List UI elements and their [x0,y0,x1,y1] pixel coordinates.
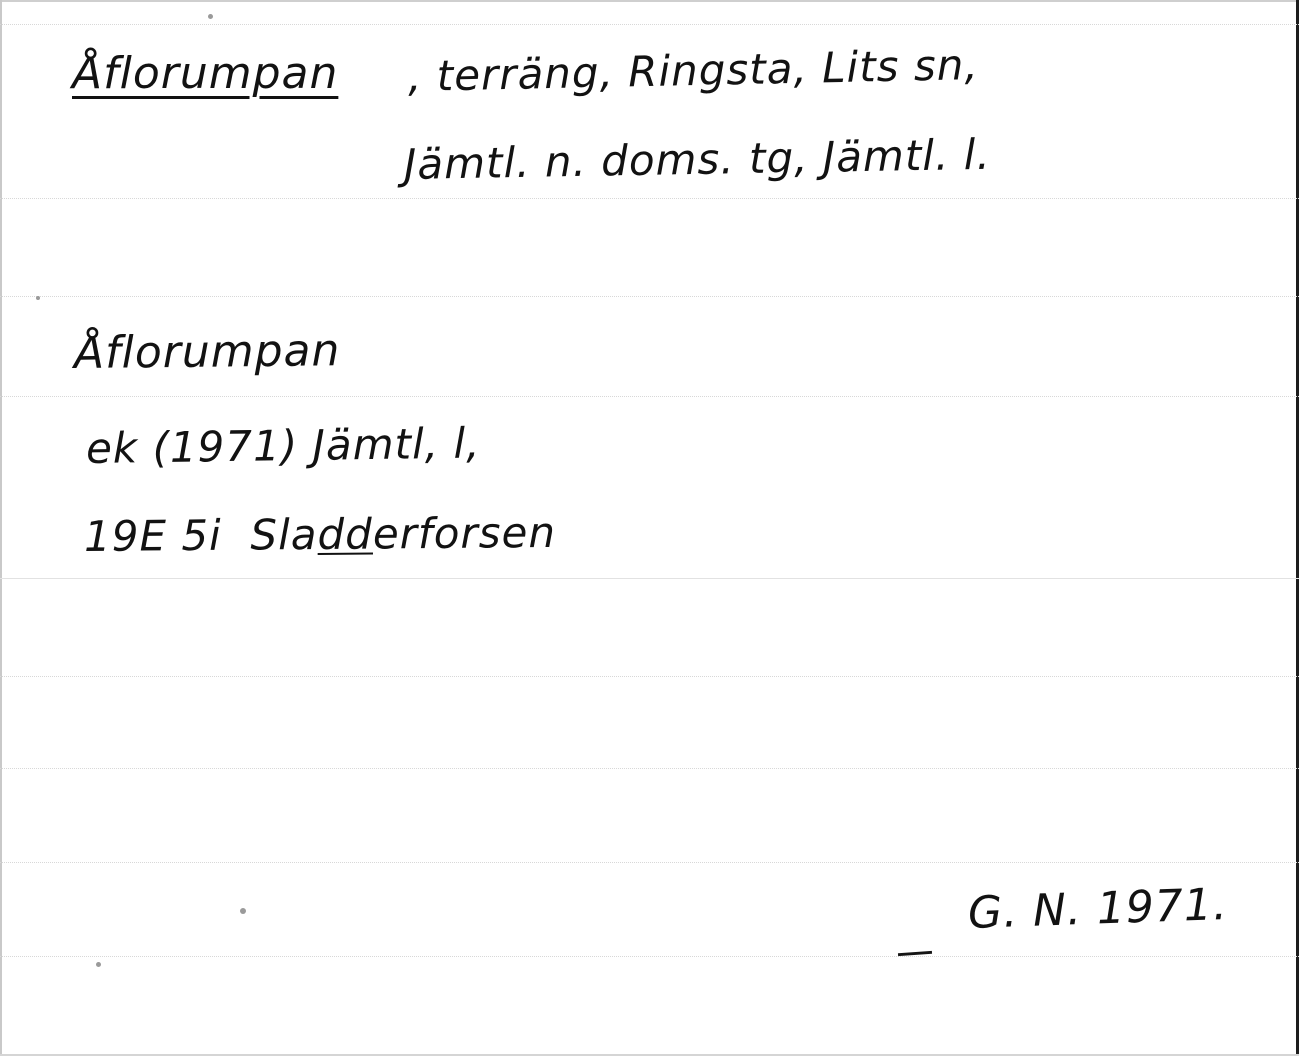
ruling-line [0,862,1299,864]
ruling-line [0,396,1299,398]
card-edge-top [0,0,1299,2]
scan-speck [240,908,246,914]
body-map-reference-line [84,508,556,561]
signature: G. N. 1971. [967,878,1229,939]
map-reference-suffix: erforsen [372,507,557,559]
heading-jurisdiction-line: Jämtl. n. doms. tg, Jämtl. l. [403,129,992,189]
body-name: Åflorumpan [73,325,341,379]
headword: Åflorumpan [72,48,339,99]
scan-speck [36,296,40,300]
ruling-line [0,24,1299,26]
heading-location-line: , terräng, Ringsta, Lits sn, [407,40,980,101]
map-reference-underlined: dd [317,509,374,559]
ruling-line [0,768,1299,770]
scan-speck [208,14,213,19]
ruling-line [0,198,1299,200]
body-source-line: ek (1971) Jämtl, l, [85,418,481,473]
ruling-line [0,676,1299,678]
map-reference-prefix: 19E 5i Sla [83,509,318,561]
card-edge-left [0,0,2,1056]
ruling-line [0,578,1299,579]
ruling-line [0,296,1299,298]
ruling-line [0,956,1299,958]
scan-speck [96,962,101,967]
